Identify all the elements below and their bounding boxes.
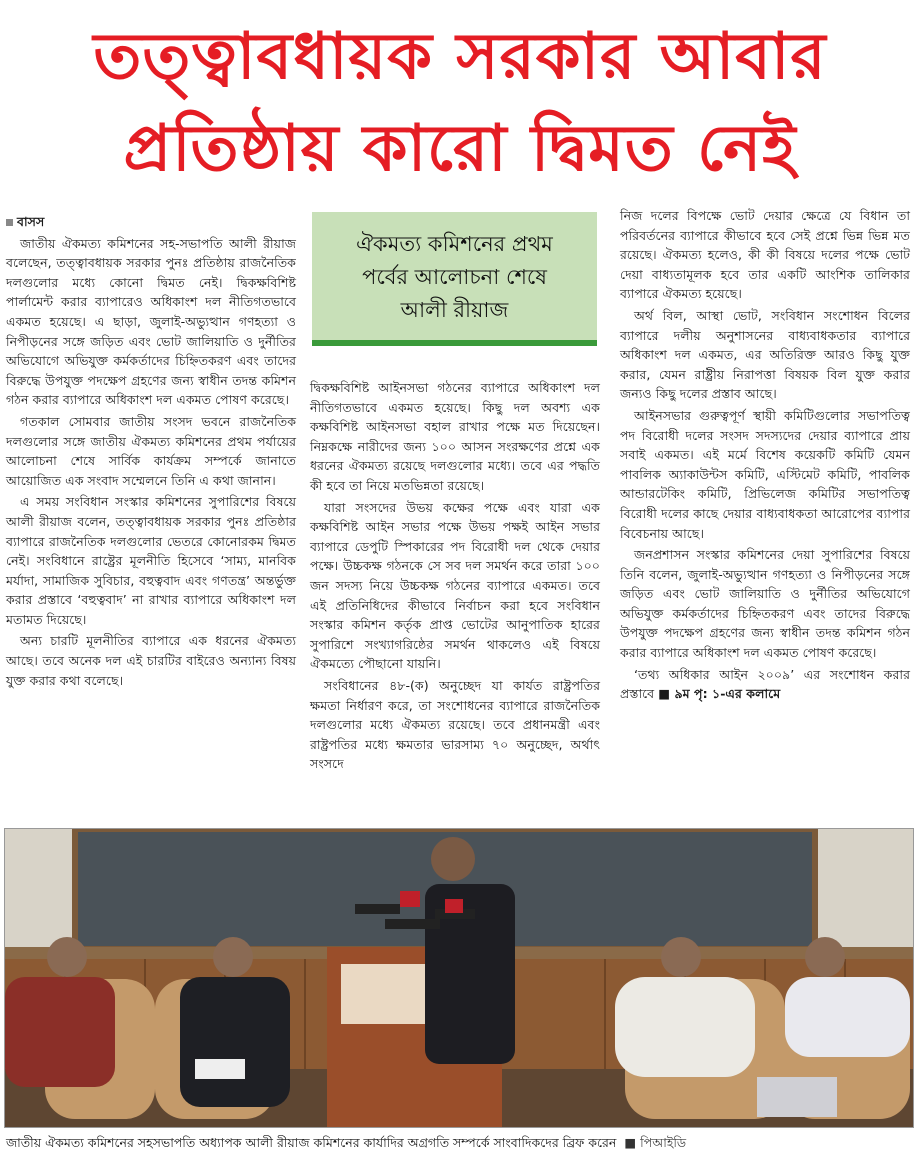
press-conference-photo	[4, 828, 914, 1128]
pull-quote-box	[312, 212, 597, 346]
photo-credit-text: পিআইডি	[640, 1135, 687, 1150]
article-column-1	[6, 212, 296, 692]
byline-text: বাসস	[17, 214, 45, 229]
byline	[6, 212, 296, 232]
paragraph: নিজ দলের বিপক্ষে ভোট দেয়ার ক্ষেত্রে যে বিধান তা পরিবর্তনের ব্যাপারে কীভাবে হবে সেই প্রশ্নে ভিন্ন ভিন্ন মত রয়েছে। ঐকমত্য হলেও, কী কী বিষয়ে দলের পক্ষে ভোট দেয়া বাধ্যতামূলক হবে তার একটি আংশিক তালিকার ব্যাপারে ঐকমত্য হয়েছে।	[620, 208, 910, 302]
paragraph: অর্থ বিল, আস্থা ভোট, সংবিধান সংশোধন বিলের ব্যাপারে দলীয় অনুশাসনের বাধ্যবাধকতার ব্যাপারে অধিকাংশ দল একমত, এর অতিরিক্ত আরও কিছু যুক্ত করার, যেমন রাষ্ট্রীয় নিরাপত্তা বিষয়ক বিল যুক্ত করার জন্যও কিছু দলের প্রস্তাব আছে।	[620, 307, 910, 402]
paragraph: সংবিধানের ৪৮-(ক) অনুচ্ছেদ যা কার্যত রাষ্ট্রপতির ক্ষমতা নির্ধারণ করে, তা সংশোধনের ব্যাপারে রাজনৈতিক দলগুলোর মধ্যে ঐকমত্য রয়েছে। তবে প্রধানমন্ত্রী এবং রাষ্ট্রপতির মধ্যে ক্ষমতার ভারসাম্য ৭০ অনুচ্ছেদ, অর্থাৎ সংসদে	[310, 677, 600, 772]
headline-line-2: প্রতিষ্ঠায় কারো দ্বিমত নেই	[123, 112, 797, 186]
article-column-3	[620, 206, 910, 706]
paragraph-text: ‘তথ্য অধিকার আইন ২০০৯’ এর সংশোধন করার প্রস্তাবে	[620, 666, 910, 702]
paragraph: আইনসভার গুরুত্বপূর্ণ স্থায়ী কমিটিগুলোর সভাপতিত্ব পদ বিরোধী দলের সংসদ সদস্যদের দেয়ার ব্যাপারে প্রায় সবাই একমত। এই মর্মে বিশেষ কয়েকটি কমিটি যেমন পাবলিক অ্যাকাউন্টস কমিটি, এস্টিমেট কমিটি, পাবলিক আন্ডারটেকিং কমিটি, প্রিভিলেজ কমিটির সভাপতিত্ব বিরোধী দলের কাছে দেয়ার বাধ্যবাধকতা আরোপের ব্যাপার বিবেচনায় আছে।	[620, 407, 910, 541]
paragraph: গতকাল সোমবার জাতীয় সংসদ ভবনে রাজনৈতিক দলগুলোর সঙ্গে জাতীয় ঐকমত্য কমিশনের প্রথম পর্যায়ের আলোচনা শেষে সার্বিক কার্যক্রম সম্পর্কে জানাতে আয়োজিত এক সংবাদ সম্মেলনে তিনি এ কথা জানান।	[6, 413, 296, 488]
paragraph: এ সময় সংবিধান সংস্কার কমিশনের সুপারিশের বিষয়ে আলী রীয়াজ বলেন, তত্ত্বাবধায়ক সরকার পুনঃ প্রতিষ্ঠার ব্যাপারে রাজনৈতিক দলগুলোর ভেতরে কোনোরকম দ্বিমত নেই। সংবিধানে রাষ্ট্রের মূলনীতি হিসেবে ‘সাম্য, মানবিক মর্যাদা, সামাজিক সুবিচার, বহুত্ববাদ এবং গণতন্ত্র’ অন্তর্ভুক্ত করার প্রস্তাবে ‘বহুত্ববাদ’ না রাখার ব্যাপারে অধিকাংশ দল মতামত দিয়েছে।	[6, 494, 296, 627]
paragraph: অন্য চারটি মূলনীতির ব্যাপারে এক ধরনের ঐকমত্য আছে। তবে অনেক দল এই চারটির বাইরেও অন্যান্য বিষয় যুক্ত করার কথা বলেছে।	[6, 633, 296, 688]
paragraph: যারা সংসদের উভয় কক্ষের পক্ষে এবং যারা এক কক্ষবিশিষ্ট আইন সভার পক্ষে উভয় পক্ষই আইন সভার ব্যাপারে ডেপুটি স্পিকারের পদ বিরোধী দল থেকে দেয়ার পক্ষে। উচ্চকক্ষ গঠনকে সে সব দল সমর্থন করে তারা ১০০ জন সদস্য নিয়ে উচ্চকক্ষ গঠনের ব্যাপারে একমত। তবে এই প্রতিনিধিদের কীভাবে নির্বাচন করা হবে সংবিধান সংস্কার কমিশন কর্তৃক প্রাপ্ত ভোটের আনুপাতিক হারের সুপারিশে সংখ্যাগরিষ্ঠের সমর্থন থাকলেও এই বিষয়ে ঐকমত্যে পৌছানো যায়নি।	[310, 499, 600, 672]
photo-illustration	[5, 829, 914, 1128]
photo-caption	[6, 1134, 916, 1152]
paragraph: জাতীয় ঐকমত্য কমিশনের সহ-সভাপতি আলী রীয়াজ বলেছেন, তত্ত্বাবধায়ক সরকার পুনঃ প্রতিষ্ঠায় রাজনৈতিক দলগুলোর মধ্যে কোনো দ্বিমত নেই। দ্বিকক্ষবিশিষ্ট পার্লামেন্ট করার ব্যাপারেও অধিকাংশ দল নীতিগতভাবে একমত হয়েছে। এ ছাড়া, জুলাই-অভ্যুত্থান গণহত্যা ও নিপীড়নের সঙ্গে জড়িত এবং ভোট জালিয়াতি ও দুর্নীতির অভিযোগে অভিযুক্ত কর্মকর্তাদের চিহ্নিতকরণ এবং তাদের বিরুদ্ধে উপযুক্ত পদক্ষেপ গ্রহণের জন্য স্বাধীন তদন্ত কমিশন গঠন করার ব্যাপারে অধিকাংশ দল একমত পোষণ করেছে।	[6, 235, 296, 408]
paragraph: দ্বিকক্ষবিশিষ্ট আইনসভা গঠনের ব্যাপারে অধিকাংশ দল নীতিগতভাবে একমত হয়েছে। কিছু দল অবশ্য এক কক্ষবিশিষ্ট আইনসভা বহাল রাখার পক্ষে মত দিয়েছেন। নিম্নকক্ষে নারীদের জন্য ১০০ আসন সংরক্ষণের প্রশ্নে এক ধরনের ঐকমত্য রয়েছে দলগুলোর মধ্যে। তবে এর পদ্ধতি কী হবে তা নিয়ে মতভিন্নতা রয়েছে।	[310, 380, 600, 493]
paragraph	[620, 665, 910, 704]
continuation-text: ৯ম পৃ: ১-এর কলামে	[674, 686, 781, 702]
pull-quote-line-2: পর্বের আলোচনা শেষে	[362, 265, 547, 289]
continuation-note: ■ ৯ম পৃ: ১-এর কলামে	[658, 686, 781, 702]
caption-text: জাতীয় ঐকমত্য কমিশনের সহসভাপতি অধ্যাপক আলী রীয়াজ কমিশনের কার্যাদির অগ্রগতি সম্পর্কে সাংবাদিকদের ব্রিফ করেন	[6, 1135, 617, 1150]
bullet-square-icon	[6, 219, 13, 226]
pull-quote-line-1: ঐকমত্য কমিশনের প্রথম	[356, 232, 553, 256]
photo-credit: ■ পিআইডি	[624, 1135, 687, 1150]
paragraph: জনপ্রশাসন সংস্কার কমিশনের দেয়া সুপারিশের বিষয়ে তিনি বলেন, জুলাই-অভ্যুত্থান গণহত্যা ও নিপীড়নের সঙ্গে জড়িত এবং ভোট জালিয়াতি ও দুর্নীতির অভিযোগে অভিযুক্ত কর্মকর্তাদের চিহ্নিতকরণ এবং তাদের বিরুদ্ধে উপযুক্ত পদক্ষেপ গ্রহণের জন্য স্বাধীন তদন্ত কমিশন গঠন করার ব্যাপারে অধিকাংশ দল একমত পোষণ করেছে।	[620, 547, 910, 661]
pull-quote-line-3: আলী রীয়াজ	[400, 298, 509, 322]
headline-line-1: তত্ত্বাবধায়ক সরকার আবার	[93, 20, 827, 94]
article-column-2	[310, 378, 600, 776]
